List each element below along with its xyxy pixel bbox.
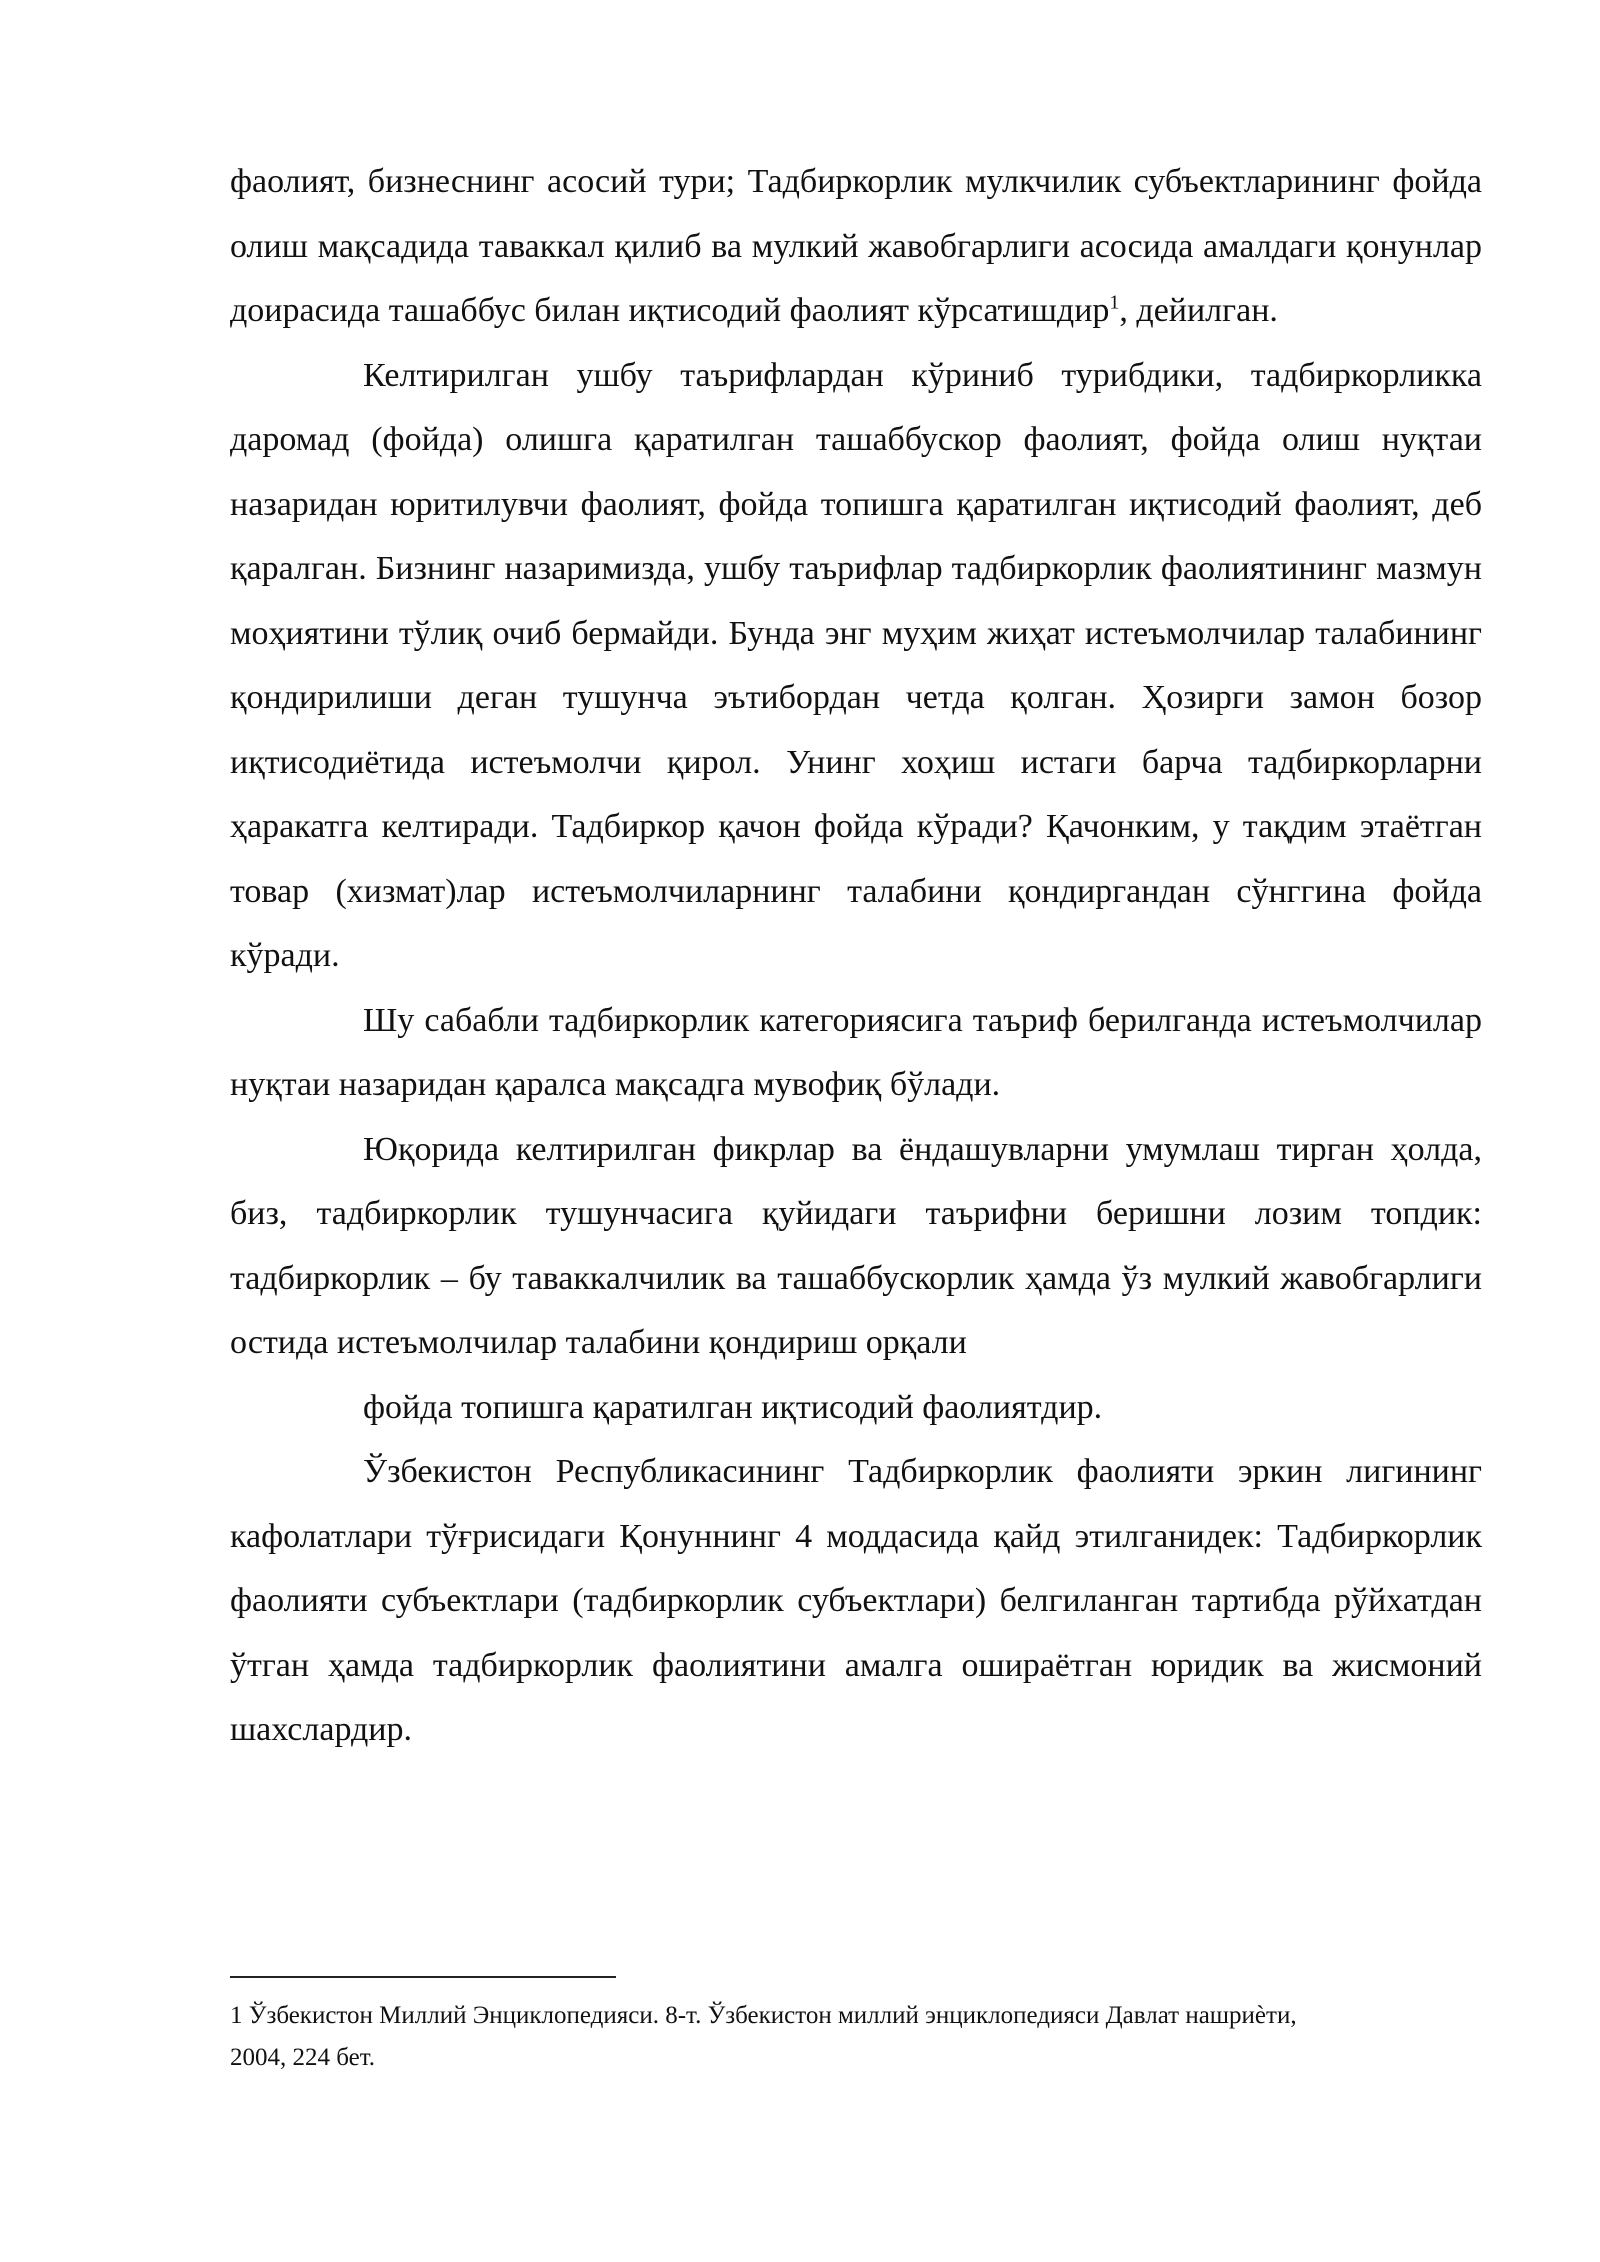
paragraph-1-text: фаолият, бизнеснинг асосий тури; Тадбиркорлик мулкчилик субъектларининг фойда олиш мақсадида таваккал қилиб ва мулкий жавобгарлиги асосида амалдаги қонунлар доирасида ташаббус билан иқтисодий фаолият кўрсатишдир [230,163,1482,329]
paragraph-1 [230,150,1482,344]
footnote [230,1995,1482,2079]
paragraph-3: Шу сабабли тадбиркорлик категориясига таъриф берилганда истеъмолчилар нуқтаи назаридан қаралса мақсадга мувофиқ бўлади. [230,1001,1482,1103]
paragraph-6: Ўзбекистон Республикасининг Тадбиркорлик фаолияти эркин лигининг кафолатлари тўғрисидаги Қонуннинг 4 моддасида қайд этилганидек: Тадбиркорлик фаолияти субъектлари (тадбиркорлик субъектлари) белгиланган тартибда рўйхатдан ўтган ҳамда тадбиркорлик фаолиятини амалга ошираётган юридик ва жисмоний шахслардир. [230,1453,1482,1748]
paragraph-2: Келтирилган ушбу таърифлардан кўриниб турибдики, тадбиркорликка даромад (фойда) олишга қаратилган ташаббускор фаолият, фойда олиш нуқтаи назаридан юритилувчи фаолият, фойда топишга қаратилган иқтисодий фаолият, деб қаралган. Бизнинг назаримизда, ушбу таърифлар тадбиркорлик фаолиятининг мазмун моҳиятини тўлиқ очиб бермайди. Бунда энг муҳим жиҳат истеъмолчилар талабининг қондирилиши деган тушунча эътибордан четда қолган. Ҳозирги замон бозор иқтисодиётида истеъмолчи қирол. Унинг хоҳиш истаги барча тадбиркорларни ҳаракатга келтиради. Тадбиркор қачон фойда кўради? Қачонким, у тақдим этаётган товар (хизмат)лар истеъмолчиларнинг талабини қондиргандан сўнггина фойда кўради. [230,356,1482,974]
paragraph-1-tail: , дейилган. [1119,292,1278,329]
footnote-separator [230,1976,616,1978]
paragraph-4: Юқорида келтирилган фикрлар ва ёндашувларни умумлаш тирган ҳолда, биз, тадбиркорлик тушунчасига қуйидаги таърифни беришни лозим топдик: тадбиркорлик – бу таваккалчилик ва ташаббускорлик ҳамда ўз мулкий жавобгарлиги остида истеъмолчилар талабини қондириш орқали [230,1130,1482,1361]
main-text [230,150,1482,1763]
footnote-line-1: 1 Ўзбекистон Миллий Энциклопедияси. 8-т. Ўзбекистон миллий энциклопедияси Давлат нашриѐти, [230,2002,1297,2029]
footnote-line-2: 2004, 224 бет. [230,2044,376,2071]
paragraph-5: фойда топишга қаратилган иқтисодий фаолиятдир. [363,1388,1103,1426]
footnote-reference[interactable]: 1 [1109,291,1120,314]
